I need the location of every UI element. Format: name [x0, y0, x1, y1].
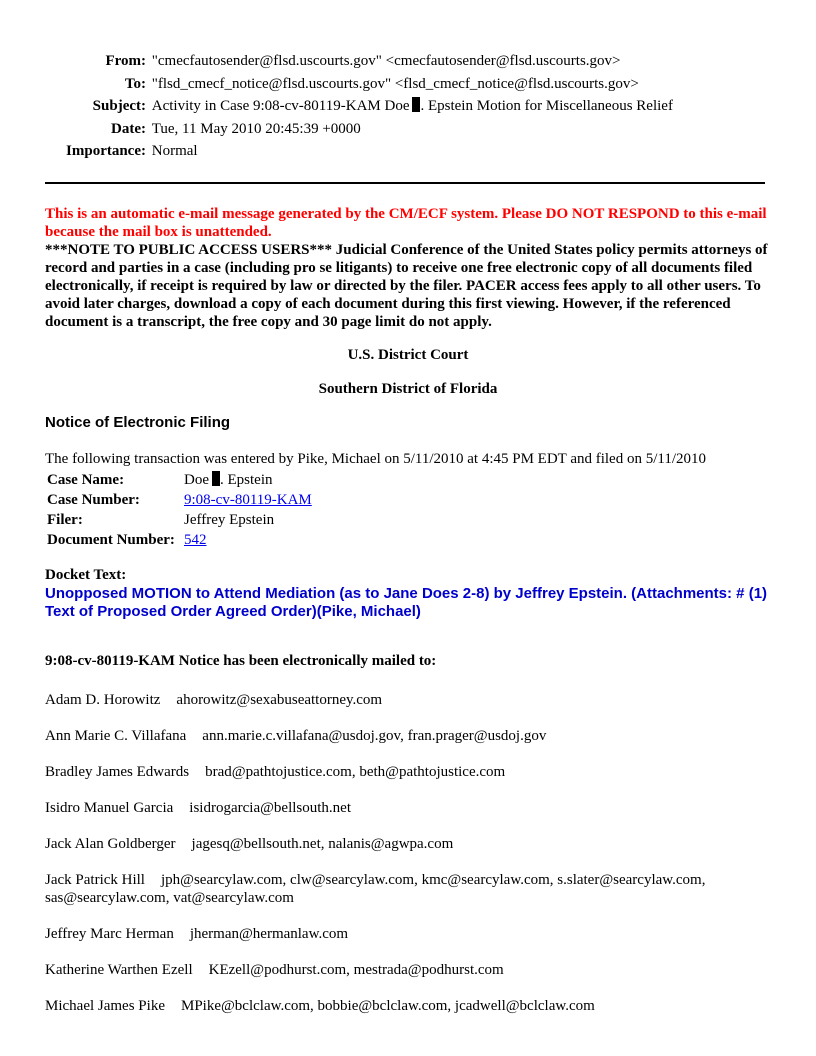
case-name-label: Case Name: — [47, 472, 125, 488]
recipient-name: Bradley James Edwards — [45, 764, 190, 780]
document-number-label: Document Number: — [47, 532, 175, 548]
recipient-row — [45, 871, 771, 907]
filer-value: Jeffrey Epstein — [184, 512, 275, 528]
to-row — [45, 73, 673, 96]
from-value: "cmecfautosender@flsd.uscourts.gov" <cmecfautosender@flsd.uscourts.gov> — [151, 53, 621, 69]
recipient-emails: MPike@bclclaw.com, bobbie@bclclaw.com, jcadwell@bclclaw.com — [180, 998, 595, 1014]
from-row — [45, 50, 673, 73]
document-number-link[interactable]: 542 — [184, 532, 207, 548]
transaction-intro: The following transaction was entered by Pike, Michael on 5/11/2010 at 4:45 PM EDT and filed on 5/11/2010 — [45, 451, 706, 467]
recipient-emails: jherman@hermanlaw.com — [189, 926, 349, 942]
recipient-emails: KEzell@podhurst.com, mestrada@podhurst.com — [208, 962, 504, 978]
recipient-name: Jeffrey Marc Herman — [45, 926, 174, 942]
case-name-pre: Doe — [184, 472, 209, 488]
recipient-name: Isidro Manuel Garcia — [45, 800, 174, 816]
subject-row — [45, 95, 673, 118]
mailed-to-heading: 9:08-cv-80119-KAM Notice has been electronically mailed to: — [45, 653, 437, 669]
recipient-name: Ann Marie C. Villafana — [45, 728, 187, 744]
recipient-name: Katherine Warthen Ezell — [45, 962, 193, 978]
date-value: Tue, 11 May 2010 20:45:39 +0000 — [151, 120, 361, 137]
district-name: Southern District of Florida — [318, 381, 498, 397]
document-number-row — [47, 530, 312, 550]
recipient-name: Adam D. Horowitz — [45, 692, 161, 708]
email-header — [45, 50, 673, 163]
docket-text-label: Docket Text: — [45, 567, 127, 583]
subject-value — [152, 95, 673, 118]
recipient-row — [45, 961, 771, 979]
recipient-row — [45, 691, 771, 709]
to-label: To: — [124, 75, 146, 92]
recipient-row — [45, 835, 771, 853]
court-name: U.S. District Court — [347, 347, 469, 363]
case-name-value — [184, 470, 312, 490]
recipient-emails: jagesq@bellsouth.net, nalanis@agwpa.com — [191, 836, 454, 852]
subject-text-post: . Epstein Motion for Miscellaneous Relief — [420, 98, 673, 114]
case-name-row — [47, 470, 312, 490]
recipient-emails: ann.marie.c.villafana@usdoj.gov, fran.prager@usdoj.gov — [202, 728, 547, 744]
recipient-row — [45, 763, 771, 781]
filer-label: Filer: — [47, 512, 83, 528]
redaction-box — [212, 471, 220, 486]
recipient-emails: ahorowitz@sexabuseattorney.com — [176, 692, 383, 708]
subject-label: Subject: — [92, 98, 146, 114]
case-number-row — [47, 490, 312, 510]
importance-label: Importance: — [66, 143, 146, 159]
date-row — [45, 118, 673, 141]
recipient-name: Jack Patrick Hill — [45, 872, 145, 888]
nef-title: Notice of Electronic Filing — [45, 414, 231, 431]
header-divider — [45, 182, 765, 184]
from-label: From: — [105, 53, 146, 69]
public-access-note: ***NOTE TO PUBLIC ACCESS USERS*** Judicial Conference of the United States policy permits attorneys of record and parties in a case (including pro se litigants) to receive one free electronic copy of all documents filed electronically, if receipt is required by law or directed by the filer. PACER access fees apply to all other users. To avoid later charges, download a copy of each document during this first viewing. However, if the referenced document is a transcript, the free copy and 30 page limit do not apply. — [45, 242, 768, 330]
recipient-row — [45, 799, 771, 817]
auto-message-warning: This is an automatic e-mail message generated by the CM/ECF system. Please DO NOT RESPOND to this e-mail because the mail box is unattended. — [45, 206, 767, 240]
filer-row — [47, 510, 312, 530]
recipient-row — [45, 997, 771, 1015]
subject-text-pre: Activity in Case 9:08-cv-80119-KAM Doe — [151, 98, 410, 114]
recipient-emails: jph@searcylaw.com, clw@searcylaw.com, kmc@searcylaw.com, s.slater@searcylaw.com, sas@searcylaw.com, vat@searcylaw.com — [45, 872, 706, 906]
recipient-name: Jack Alan Goldberger — [45, 836, 176, 852]
recipient-row — [45, 925, 771, 943]
recipient-row — [45, 727, 771, 745]
recipient-name: Michael James Pike — [45, 998, 165, 1014]
importance-value: Normal — [151, 143, 198, 159]
docket-text: Unopposed MOTION to Attend Mediation (as to Jane Does 2-8) by Jeffrey Epstein. (Attachments: # (1) Text of Proposed Order Agreed Order)(Pike, Michael) — [45, 585, 768, 620]
to-value: "flsd_cmecf_notice@flsd.uscourts.gov" <flsd_cmecf_notice@flsd.uscourts.gov> — [151, 75, 639, 92]
date-label: Date: — [111, 120, 146, 137]
case-number-label: Case Number: — [47, 492, 140, 508]
case-number-link[interactable]: 9:08-cv-80119-KAM — [184, 492, 312, 508]
case-info-table — [47, 470, 312, 550]
case-name-post: . Epstein — [220, 472, 273, 488]
recipient-emails: brad@pathtojustice.com, beth@pathtojustice.com — [205, 764, 506, 780]
importance-row — [45, 140, 673, 163]
recipient-emails: isidrogarcia@bellsouth.net — [189, 800, 351, 816]
